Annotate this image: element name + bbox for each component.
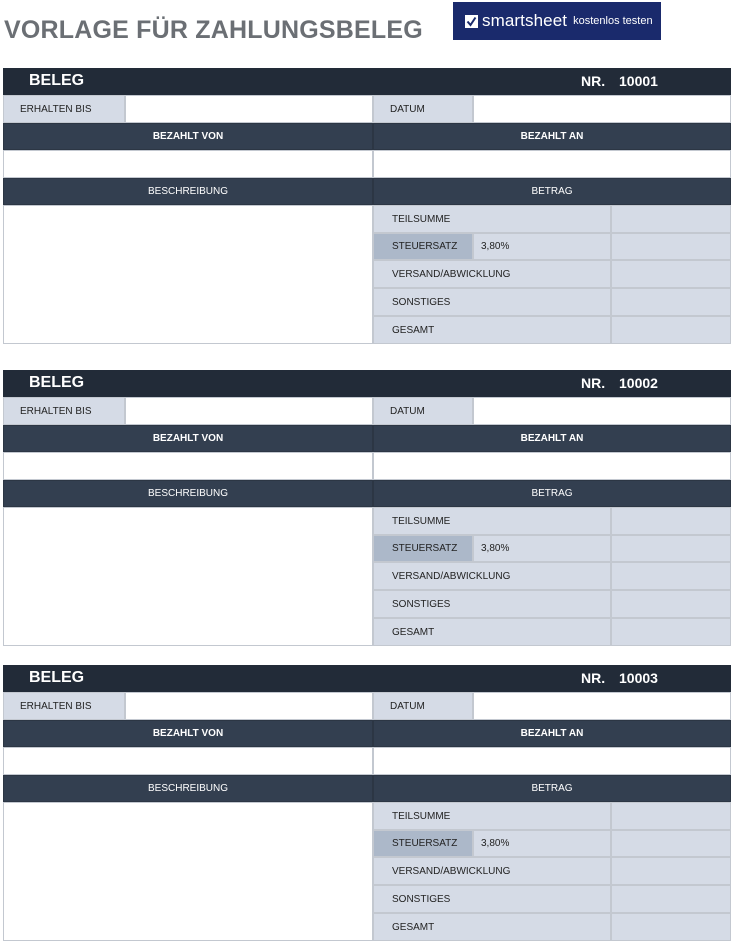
shipping-label: VERSAND/ABWICKLUNG [373,260,611,288]
received-by-label: ERHALTEN BIS [3,692,125,720]
description-header: BESCHREIBUNG [3,178,373,205]
shipping-value[interactable] [611,260,731,288]
paid-by-header: BEZAHLT VON [3,425,373,452]
description-field[interactable] [3,802,373,941]
paid-to-header: BEZAHLT AN [373,425,731,452]
receipt-3 [3,665,731,941]
description-header: BESCHREIBUNG [3,775,373,802]
tax-value[interactable] [611,830,731,857]
received-by-field[interactable] [125,397,373,425]
received-by-field[interactable] [125,95,373,123]
other-label: SONSTIGES [373,885,611,913]
tax-rate-label: STEUERSATZ [373,535,473,562]
other-value[interactable] [611,590,731,618]
description-header: BESCHREIBUNG [3,480,373,507]
receipt-title: BELEG [29,72,85,89]
paid-by-header: BEZAHLT VON [3,123,373,150]
receipt-1 [3,68,731,344]
total-label: GESAMT [373,618,611,646]
paid-by-field[interactable] [3,150,373,178]
tax-rate-value[interactable]: 3,80% [473,233,611,260]
receipt-number-label: NR. [581,375,606,391]
received-by-label: ERHALTEN BIS [3,397,125,425]
received-by-label: ERHALTEN BIS [3,95,125,123]
amount-header: BETRAG [373,178,731,205]
description-field[interactable] [3,205,373,344]
total-value[interactable] [611,316,731,344]
subtotal-value[interactable] [611,507,731,535]
paid-by-header: BEZAHLT VON [3,720,373,747]
date-field[interactable] [473,397,731,425]
receipt-title-bar [3,370,731,397]
subtotal-value[interactable] [611,802,731,830]
tax-rate-label: STEUERSATZ [373,233,473,260]
total-label: GESAMT [373,913,611,941]
amount-header: BETRAG [373,480,731,507]
tax-rate-value[interactable]: 3,80% [473,830,611,857]
received-by-field[interactable] [125,692,373,720]
other-label: SONSTIGES [373,590,611,618]
smartsheet-banner[interactable] [453,2,661,40]
tax-value[interactable] [611,535,731,562]
page-title: VORLAGE FÜR ZAHLUNGSBELEG [4,16,423,44]
receipt-number: 10002 [619,375,658,391]
subtotal-label: TEILSUMME [373,802,611,830]
tax-rate-value[interactable]: 3,80% [473,535,611,562]
date-field[interactable] [473,692,731,720]
paid-to-field[interactable] [373,452,731,480]
paid-to-field[interactable] [373,747,731,775]
tax-value[interactable] [611,233,731,260]
date-field[interactable] [473,95,731,123]
receipt-title-bar [3,665,731,692]
receipt-number: 10001 [619,73,658,89]
date-label: DATUM [373,692,473,720]
receipt-title-bar [3,68,731,95]
paid-to-header: BEZAHLT AN [373,123,731,150]
date-label: DATUM [373,95,473,123]
receipt-2 [3,370,731,646]
paid-by-field[interactable] [3,747,373,775]
shipping-label: VERSAND/ABWICKLUNG [373,562,611,590]
paid-to-field[interactable] [373,150,731,178]
other-value[interactable] [611,288,731,316]
total-value[interactable] [611,618,731,646]
tax-rate-label: STEUERSATZ [373,830,473,857]
subtotal-label: TEILSUMME [373,507,611,535]
shipping-label: VERSAND/ABWICKLUNG [373,857,611,885]
paid-by-field[interactable] [3,452,373,480]
subtotal-label: TEILSUMME [373,205,611,233]
trial-link[interactable]: kostenlos testen [573,15,653,27]
total-value[interactable] [611,913,731,941]
receipt-number-label: NR. [581,670,606,686]
amount-header: BETRAG [373,775,731,802]
shipping-value[interactable] [611,562,731,590]
other-value[interactable] [611,885,731,913]
other-label: SONSTIGES [373,288,611,316]
subtotal-value[interactable] [611,205,731,233]
checkmark-logo-icon [465,15,478,28]
receipt-number: 10003 [619,670,658,686]
brand-name: smartsheet [482,11,568,30]
date-label: DATUM [373,397,473,425]
receipt-title: BELEG [29,669,85,686]
receipt-number-label: NR. [581,73,606,89]
receipt-title: BELEG [29,374,85,391]
shipping-value[interactable] [611,857,731,885]
description-field[interactable] [3,507,373,646]
total-label: GESAMT [373,316,611,344]
paid-to-header: BEZAHLT AN [373,720,731,747]
